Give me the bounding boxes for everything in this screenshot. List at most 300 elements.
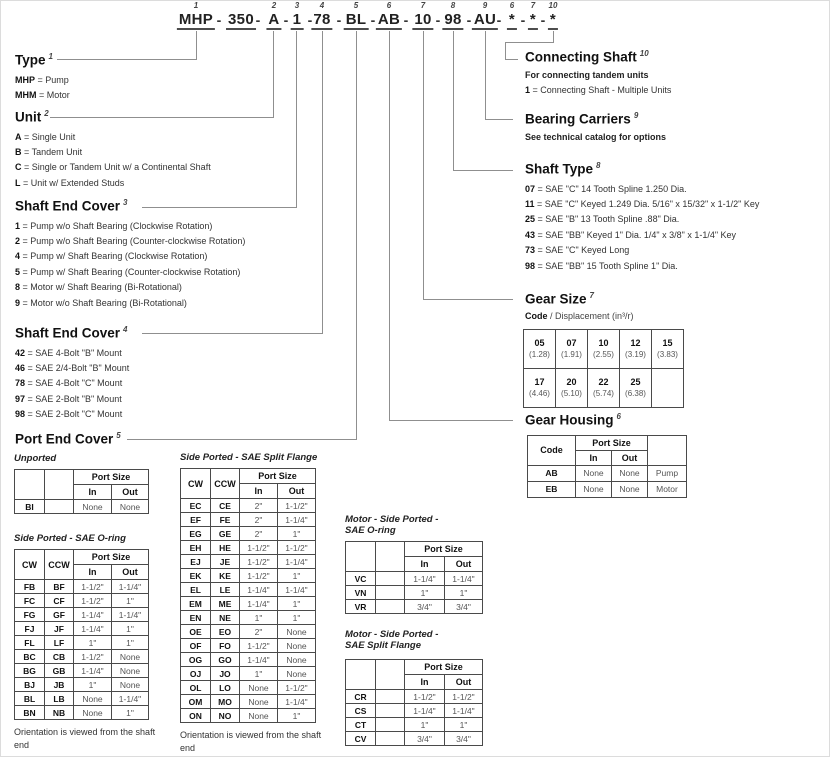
code-dash: - bbox=[283, 12, 289, 28]
table-cell: None bbox=[278, 625, 316, 639]
gear-size-cell: 17 (4.46) bbox=[524, 368, 556, 407]
section-title: Connecting Shaft bbox=[525, 49, 637, 65]
table-cell: EL bbox=[181, 583, 211, 597]
table-body bbox=[346, 690, 483, 746]
table-cell: EM bbox=[181, 597, 211, 611]
table-footnote: Orientation is viewed from the shaft end bbox=[14, 727, 156, 750]
heading-superscript: 4 bbox=[123, 325, 128, 334]
column-header-in: In bbox=[74, 565, 112, 580]
table-cell: KE bbox=[211, 569, 240, 583]
table-row bbox=[181, 639, 316, 653]
table-row bbox=[181, 625, 316, 639]
section-shaft-end-cover-3 bbox=[15, 196, 245, 311]
table-cell: BL bbox=[15, 692, 45, 706]
section-subtitle: See technical catalog for options bbox=[525, 131, 667, 142]
code-item: L = Unit w/ Extended Studs bbox=[15, 177, 125, 188]
section-gear-size bbox=[525, 289, 684, 408]
table-cell: BF bbox=[45, 580, 74, 594]
table-row bbox=[15, 692, 149, 706]
table-cell: None bbox=[576, 465, 612, 481]
heading-superscript: 1 bbox=[48, 52, 53, 61]
section-title: Shaft Type bbox=[525, 161, 594, 177]
code-item: 98 = SAE 2-Bolt "C" Mount bbox=[15, 409, 123, 420]
table-title: SAE O-ring bbox=[345, 525, 396, 536]
code-item: 4 = Pump w/ Shaft Bearing (Clockwise Rotation) bbox=[15, 251, 208, 262]
section-title: Gear Housing bbox=[525, 412, 614, 428]
table-cell: 3/4" bbox=[405, 732, 445, 746]
table-row bbox=[15, 500, 149, 514]
table-header-row bbox=[181, 469, 316, 484]
table-cell: CR bbox=[346, 690, 376, 704]
code-list bbox=[525, 83, 671, 98]
table-cell: 1-1/4" bbox=[74, 664, 112, 678]
table-header-row bbox=[15, 470, 149, 485]
segment-superscript: 5 bbox=[353, 1, 359, 10]
table-row bbox=[15, 664, 149, 678]
segment-superscript: 7 bbox=[530, 1, 536, 10]
table-cell: 1-1/4" bbox=[240, 583, 278, 597]
connector-line bbox=[423, 31, 424, 299]
section-title: Unit bbox=[15, 109, 42, 125]
connector-line bbox=[322, 31, 323, 333]
table-cell: 1" bbox=[112, 594, 149, 608]
table-cell: Pump bbox=[648, 465, 687, 481]
table-cell: 1" bbox=[278, 569, 316, 583]
table-cell: EN bbox=[181, 611, 211, 625]
table-cell: None bbox=[112, 664, 149, 678]
section-bearing-carriers bbox=[525, 109, 666, 144]
table-row bbox=[15, 678, 149, 692]
segment-code: * bbox=[529, 11, 537, 28]
table-row bbox=[181, 611, 316, 625]
segment-code: * bbox=[549, 11, 557, 28]
table-cell: 1-1/4" bbox=[278, 555, 316, 569]
table-cell: None bbox=[576, 481, 612, 497]
table-row bbox=[346, 600, 483, 614]
table-cell bbox=[376, 718, 405, 732]
table-cell: FJ bbox=[15, 622, 45, 636]
table-cell: None bbox=[278, 667, 316, 681]
table-cell: EO bbox=[211, 625, 240, 639]
gear-size-cell: 15 (3.83) bbox=[652, 329, 684, 368]
table-cell: CF bbox=[45, 594, 74, 608]
code-item: 9 = Motor w/o Shaft Bearing (Bi-Rotational) bbox=[15, 297, 187, 308]
table-cell: 1-1/2" bbox=[74, 580, 112, 594]
table-cell: LF bbox=[45, 636, 74, 650]
code-item: 11 = SAE "C" Keyed 1.249 Dia. 5/16" x 15/32" x 1-1/2" Key bbox=[525, 198, 760, 209]
heading-superscript: 9 bbox=[633, 111, 639, 120]
connector-line bbox=[389, 420, 513, 421]
table-row bbox=[181, 597, 316, 611]
table-cell: VR bbox=[346, 600, 376, 614]
section-heading bbox=[525, 159, 759, 177]
gear-size-cell bbox=[652, 368, 684, 407]
table-row bbox=[346, 718, 483, 732]
table-cell: 1" bbox=[445, 586, 483, 600]
side-oring-table-block bbox=[14, 533, 166, 752]
table-cell: NO bbox=[211, 709, 240, 723]
table-cell: OM bbox=[181, 695, 211, 709]
table-cell: 1" bbox=[74, 636, 112, 650]
connector-line bbox=[273, 31, 274, 117]
table-title: Side Ported - SAE Split Flange bbox=[180, 452, 318, 463]
table-cell: ME bbox=[211, 597, 240, 611]
code-item: A = Single Unit bbox=[15, 131, 76, 142]
table-cell: 1" bbox=[112, 622, 149, 636]
table-cell: LB bbox=[45, 692, 74, 706]
table-cell: VN bbox=[346, 586, 376, 600]
column-header-out: Out bbox=[112, 485, 149, 500]
gear-size-subtitle bbox=[525, 310, 684, 323]
table-cell: 1" bbox=[74, 678, 112, 692]
table-cell: CV bbox=[346, 732, 376, 746]
code-item: MHM = Motor bbox=[15, 89, 70, 100]
segment-code: 1 bbox=[292, 11, 302, 28]
code-segment bbox=[528, 1, 538, 30]
column-header-blank bbox=[15, 470, 45, 500]
code-list bbox=[15, 130, 211, 192]
column-header-ccw: CCW bbox=[211, 469, 240, 499]
table-cell: 2" bbox=[240, 527, 278, 541]
table-cell: 1-1/4" bbox=[112, 580, 149, 594]
table-row bbox=[528, 465, 687, 481]
column-header-cw: CW bbox=[15, 550, 45, 580]
table-cell: None bbox=[112, 500, 149, 514]
table-cell: FC bbox=[15, 594, 45, 608]
motor-split-table bbox=[345, 659, 483, 746]
code-dash: - bbox=[520, 12, 526, 28]
table-title: Motor - Side Ported - bbox=[345, 514, 439, 525]
connector-line bbox=[356, 31, 357, 439]
connector-line bbox=[389, 31, 390, 420]
heading-superscript: 5 bbox=[116, 431, 121, 440]
connector-line bbox=[423, 299, 513, 300]
side-oring-table bbox=[14, 549, 149, 720]
code-segment bbox=[291, 1, 304, 30]
table-header-row bbox=[346, 660, 483, 675]
table-row bbox=[15, 608, 149, 622]
table-cell: FO bbox=[211, 639, 240, 653]
table-footnote: Orientation is viewed from the shaft end bbox=[180, 730, 322, 753]
table-cell: GB bbox=[45, 664, 74, 678]
code-dash: - bbox=[336, 12, 342, 28]
table-cell: None bbox=[612, 465, 648, 481]
code-segment bbox=[548, 1, 558, 30]
segment-superscript: 8 bbox=[450, 1, 456, 10]
column-header-blank bbox=[346, 542, 376, 572]
connector-line bbox=[57, 59, 197, 60]
motor-oring-table bbox=[345, 541, 483, 614]
table-cell: 1-1/4" bbox=[278, 583, 316, 597]
table-cell: OE bbox=[181, 625, 211, 639]
code-segment bbox=[226, 11, 256, 30]
connector-line bbox=[485, 31, 486, 119]
table-cell: LE bbox=[211, 583, 240, 597]
section-heading bbox=[15, 429, 121, 447]
segment-code: BL bbox=[345, 11, 367, 28]
table-title: SAE Split Flange bbox=[345, 640, 422, 651]
heading-superscript: 6 bbox=[616, 412, 621, 421]
table-cell: GF bbox=[45, 608, 74, 622]
gear-size-subtitle-rest: / Displacement (in³/r) bbox=[547, 310, 634, 321]
code-dash: - bbox=[540, 12, 546, 28]
segment-superscript: 7 bbox=[420, 1, 426, 10]
table-cell: 1-1/2" bbox=[405, 690, 445, 704]
column-header-ccw: CCW bbox=[45, 550, 74, 580]
table-cell: 3/4" bbox=[405, 600, 445, 614]
table-title: Motor - Side Ported - bbox=[345, 629, 439, 640]
table-cell: 1" bbox=[405, 586, 445, 600]
segment-code: 78 bbox=[313, 11, 331, 28]
table-cell: 1-1/4" bbox=[445, 704, 483, 718]
segment-code: AB bbox=[377, 11, 401, 28]
table-row bbox=[181, 555, 316, 569]
table-body bbox=[181, 499, 316, 723]
code-dash: - bbox=[255, 12, 261, 28]
table-cell: OL bbox=[181, 681, 211, 695]
table-cell: GE bbox=[211, 527, 240, 541]
table-cell: 3/4" bbox=[445, 732, 483, 746]
gear-size-subtitle-code: Code bbox=[525, 310, 548, 321]
table-cell: FE bbox=[211, 513, 240, 527]
gear-size-cell: 25 (6.38) bbox=[620, 368, 652, 407]
connector-line bbox=[505, 42, 506, 59]
segment-superscript: 3 bbox=[294, 1, 300, 10]
code-list bbox=[15, 219, 245, 311]
table-cell: JE bbox=[211, 555, 240, 569]
code-list bbox=[15, 73, 70, 104]
segment-code: 10 bbox=[414, 11, 432, 28]
table-cell: 1" bbox=[278, 527, 316, 541]
segment-superscript: 6 bbox=[386, 1, 392, 10]
table-row bbox=[15, 622, 149, 636]
table-row bbox=[181, 541, 316, 555]
connector-line bbox=[485, 119, 513, 120]
table-cell: OG bbox=[181, 653, 211, 667]
table-row bbox=[524, 368, 684, 407]
table-cell: 1" bbox=[278, 597, 316, 611]
table-cell: 2" bbox=[240, 625, 278, 639]
table-cell: NB bbox=[45, 706, 74, 720]
table-cell bbox=[376, 586, 405, 600]
segment-superscript: 6 bbox=[509, 1, 515, 10]
table-cell: 1-1/2" bbox=[278, 499, 316, 513]
code-item: 97 = SAE 2-Bolt "B" Mount bbox=[15, 393, 122, 404]
segment-code: * bbox=[508, 11, 516, 28]
table-cell: 1-1/2" bbox=[240, 541, 278, 555]
code-list bbox=[525, 182, 759, 274]
table-cell: None bbox=[612, 481, 648, 497]
table-cell: EF bbox=[181, 513, 211, 527]
table-cell: 1-1/4" bbox=[445, 572, 483, 586]
section-subtitle: For connecting tandem units bbox=[525, 69, 649, 80]
table-row bbox=[181, 527, 316, 541]
section-shaft-end-cover-4 bbox=[15, 323, 129, 423]
table-header-row bbox=[346, 542, 483, 557]
table-row bbox=[181, 569, 316, 583]
table-cell: 1-1/4" bbox=[240, 653, 278, 667]
code-dash: - bbox=[403, 12, 409, 28]
table-row bbox=[181, 667, 316, 681]
table-body bbox=[346, 572, 483, 614]
table-cell: EB bbox=[528, 481, 576, 497]
table-cell: 1-1/4" bbox=[240, 597, 278, 611]
table-cell: 2" bbox=[240, 513, 278, 527]
motor-oring-table-block bbox=[345, 514, 483, 614]
code-item: 42 = SAE 4-Bolt "B" Mount bbox=[15, 347, 122, 358]
table-cell: BI bbox=[15, 500, 45, 514]
code-segment bbox=[376, 1, 402, 30]
column-header-blank bbox=[376, 542, 405, 572]
table-cell: OF bbox=[181, 639, 211, 653]
table-cell: Motor bbox=[648, 481, 687, 497]
table-cell: None bbox=[240, 695, 278, 709]
table-row bbox=[346, 572, 483, 586]
section-shaft-type bbox=[525, 159, 759, 274]
section-title: Bearing Carriers bbox=[525, 111, 631, 127]
section-heading bbox=[15, 323, 129, 341]
code-item: 07 = SAE "C" 14 Tooth Spline 1.250 Dia. bbox=[525, 183, 687, 194]
segment-code: 350 bbox=[228, 11, 254, 28]
table-cell: JO bbox=[211, 667, 240, 681]
table-row bbox=[346, 732, 483, 746]
code-list bbox=[15, 346, 129, 423]
table-row bbox=[181, 513, 316, 527]
gear-size-cell: 07 (1.91) bbox=[556, 329, 588, 368]
table-cell bbox=[376, 572, 405, 586]
segment-superscript: 4 bbox=[319, 1, 325, 10]
code-dash: - bbox=[216, 12, 222, 28]
table-cell: FB bbox=[15, 580, 45, 594]
table-cell: OJ bbox=[181, 667, 211, 681]
table-cell bbox=[376, 732, 405, 746]
code-segment bbox=[442, 1, 463, 30]
code-segment bbox=[266, 1, 281, 30]
code-item: B = Tandem Unit bbox=[15, 146, 83, 157]
table-cell: CE bbox=[211, 499, 240, 513]
unported-table-block bbox=[14, 453, 149, 514]
table-cell: 1" bbox=[278, 709, 316, 723]
table-cell: 1-1/2" bbox=[240, 569, 278, 583]
section-type bbox=[15, 50, 70, 103]
gear-size-cell: 10 (2.55) bbox=[588, 329, 620, 368]
table-row bbox=[181, 653, 316, 667]
gear-size-cell: 20 (5.10) bbox=[556, 368, 588, 407]
table-cell: 1" bbox=[445, 718, 483, 732]
section-heading bbox=[15, 196, 245, 214]
section-heading bbox=[525, 410, 687, 428]
table-row bbox=[15, 636, 149, 650]
table-header-row bbox=[528, 435, 687, 450]
code-dash: - bbox=[496, 12, 502, 28]
table-cell: 1-1/2" bbox=[74, 594, 112, 608]
table-title: Unported bbox=[14, 453, 57, 464]
heading-superscript: 7 bbox=[589, 291, 594, 300]
table-cell: 1" bbox=[405, 718, 445, 732]
table-cell: 1-1/4" bbox=[74, 622, 112, 636]
code-dash: - bbox=[435, 12, 441, 28]
connector-line bbox=[196, 31, 197, 59]
code-item: 1 = Pump w/o Shaft Bearing (Clockwise Rotation) bbox=[15, 220, 213, 231]
side-split-table-block bbox=[180, 452, 332, 755]
column-header-code: Code bbox=[528, 435, 576, 465]
column-header-blank bbox=[648, 435, 687, 465]
code-segment bbox=[472, 1, 498, 30]
table-cell: EC bbox=[181, 499, 211, 513]
table-cell: None bbox=[112, 650, 149, 664]
segment-superscript: 2 bbox=[271, 1, 277, 10]
table-cell: 1" bbox=[278, 611, 316, 625]
table-body bbox=[528, 465, 687, 497]
column-header-out: Out bbox=[278, 484, 316, 499]
table-cell: NE bbox=[211, 611, 240, 625]
heading-superscript: 10 bbox=[639, 49, 649, 58]
table-row bbox=[181, 583, 316, 597]
table-cell: BJ bbox=[15, 678, 45, 692]
table-cell: JB bbox=[45, 678, 74, 692]
column-header-out: Out bbox=[445, 675, 483, 690]
code-item: 73 = SAE "C" Keyed Long bbox=[525, 245, 630, 256]
table-cell: 1-1/2" bbox=[278, 681, 316, 695]
table-cell bbox=[45, 500, 74, 514]
code-item: 43 = SAE "BB" Keyed 1" Dia. 1/4" x 3/8" x 1-1/4" Key bbox=[525, 229, 737, 240]
table-row bbox=[524, 329, 684, 368]
table-cell: 1-1/4" bbox=[112, 608, 149, 622]
section-title: Type bbox=[15, 52, 46, 68]
section-title: Shaft End Cover bbox=[15, 325, 121, 341]
table-row bbox=[181, 499, 316, 513]
section-heading bbox=[525, 289, 684, 307]
table-cell: EJ bbox=[181, 555, 211, 569]
segment-superscript: 1 bbox=[193, 1, 199, 10]
connector-line bbox=[505, 59, 518, 60]
table-cell: 1-1/2" bbox=[240, 555, 278, 569]
table-cell: None bbox=[74, 500, 112, 514]
table-header-row bbox=[15, 550, 149, 565]
code-item: 5 = Pump w/ Shaft Bearing (Counter-clockwise Rotation) bbox=[15, 266, 241, 277]
code-item: 98 = SAE "BB" 15 Tooth Spline 1" Dia. bbox=[525, 260, 678, 271]
table-row bbox=[15, 580, 149, 594]
connector-line bbox=[296, 31, 297, 207]
section-connecting-shaft bbox=[525, 47, 671, 98]
section-title: Gear Size bbox=[525, 291, 587, 307]
table-cell: JF bbox=[45, 622, 74, 636]
column-header-cw: CW bbox=[181, 469, 211, 499]
table-cell: 1-1/2" bbox=[74, 650, 112, 664]
section-title: Port End Cover bbox=[15, 431, 114, 447]
table-cell: 1-1/2" bbox=[240, 639, 278, 653]
section-port-end-cover bbox=[15, 429, 121, 447]
section-gear-housing bbox=[525, 410, 687, 498]
table-cell: 1" bbox=[112, 636, 149, 650]
table-cell: 1-1/4" bbox=[74, 608, 112, 622]
side-split-table bbox=[180, 468, 316, 723]
table-cell: 1-1/4" bbox=[278, 695, 316, 709]
table-cell: 3/4" bbox=[445, 600, 483, 614]
table-cell bbox=[376, 600, 405, 614]
segment-code: 98 bbox=[444, 11, 462, 28]
table-row bbox=[181, 695, 316, 709]
table-cell: VC bbox=[346, 572, 376, 586]
section-heading bbox=[15, 50, 70, 68]
table-cell: BC bbox=[15, 650, 45, 664]
table-cell: AB bbox=[528, 465, 576, 481]
table-title: Side Ported - SAE O-ring bbox=[14, 533, 126, 544]
column-header-in: In bbox=[405, 557, 445, 572]
heading-superscript: 2 bbox=[44, 109, 49, 118]
heading-superscript: 3 bbox=[123, 198, 128, 207]
table-cell bbox=[376, 690, 405, 704]
